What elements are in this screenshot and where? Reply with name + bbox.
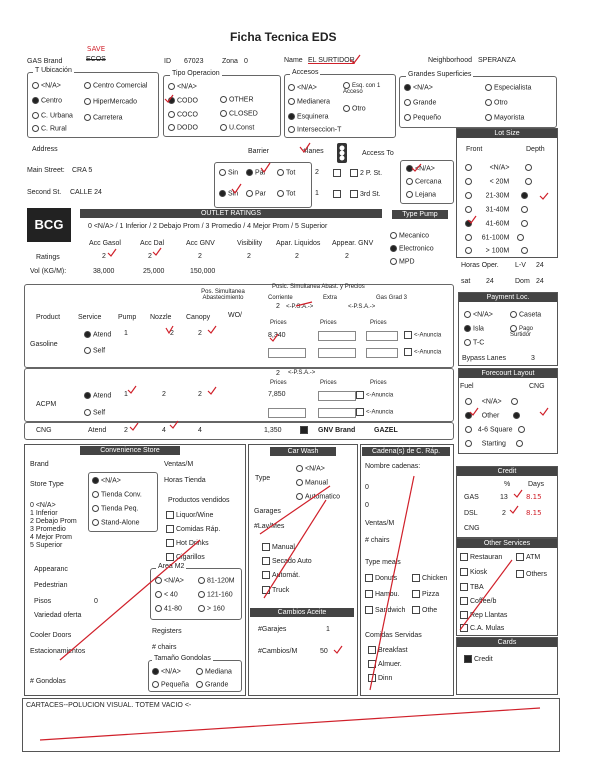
svc-tba[interactable]: TBA bbox=[460, 583, 484, 591]
area-label: Area M2 bbox=[158, 563, 185, 570]
col-appear-gnv: Appear. GNV bbox=[332, 240, 374, 247]
extra-header: Extra bbox=[323, 295, 338, 301]
lot-100[interactable]: > 100M bbox=[465, 247, 530, 254]
barrier-row2-sin[interactable]: Sin bbox=[219, 190, 238, 197]
cadena-val2: 0 bbox=[365, 502, 369, 509]
conv-horas-tienda: Horas Tienda bbox=[164, 477, 206, 484]
gasoline-label: Gasoline bbox=[30, 341, 58, 348]
t-ubicacion-na[interactable]: <N/A> bbox=[32, 82, 61, 89]
barrier-row2-tot[interactable]: Tot bbox=[277, 190, 295, 197]
area-40[interactable]: < 40 bbox=[155, 591, 178, 598]
neighborhood-label: Neighborhood bbox=[428, 57, 472, 64]
tipo-op-uconst[interactable]: U.Const bbox=[220, 124, 254, 131]
conv-scale: 0 <N/A> 1 Inferior 2 Debajo Prom 3 Promedio 4 Mejor Prom 5 Superior bbox=[30, 502, 77, 549]
lv-label: L-V bbox=[515, 262, 526, 269]
lot-20[interactable]: < 20M bbox=[465, 178, 534, 185]
gas-corriente-psa-value: 2 bbox=[276, 303, 280, 310]
meal-chicken[interactable]: Chicken bbox=[412, 574, 447, 582]
payment-isla[interactable]: Isla bbox=[464, 325, 484, 332]
lanes-row1: 2 bbox=[315, 169, 319, 176]
barrier-row1-sin[interactable]: Sin bbox=[219, 169, 238, 176]
col-acc-gasol: Acc Gasol bbox=[89, 240, 121, 247]
gas-nozzle: 2 bbox=[170, 330, 174, 337]
gas-self: Self bbox=[84, 347, 105, 354]
convenience-title: Convenience Store bbox=[80, 446, 180, 455]
area-81-120[interactable]: 81-120M bbox=[198, 577, 235, 584]
registers-label: Registers bbox=[152, 628, 182, 635]
bypass-label: Bypass Lanes bbox=[462, 355, 506, 362]
pump-mecanico[interactable]: Mecanico bbox=[390, 232, 429, 239]
cng-pump: 2 bbox=[124, 427, 128, 434]
svc-kiosk[interactable]: Kiosk bbox=[460, 568, 487, 576]
gs-especialista[interactable]: Especialista bbox=[485, 84, 531, 91]
acpm-prices-1: Prices bbox=[270, 380, 287, 386]
grandes-superficies-title: Grandes Superficies bbox=[408, 71, 472, 78]
credit-dsl-days: 8.15 bbox=[526, 509, 542, 517]
rating-apar-liquidos: 2 bbox=[295, 253, 299, 260]
t-ubicacion-urbana[interactable]: C. Urbana bbox=[32, 112, 73, 119]
serv-breakfast[interactable]: Breakfast bbox=[368, 646, 408, 654]
accesos-na[interactable]: <N/A> bbox=[288, 84, 317, 91]
gs-otro[interactable]: Otro bbox=[485, 99, 508, 106]
col-wo: WO/ bbox=[228, 312, 242, 319]
lot-depth-label: Depth bbox=[526, 146, 545, 153]
store-conv[interactable]: Tienda Conv. bbox=[92, 491, 142, 498]
cw-type-na[interactable]: <N/A> bbox=[296, 465, 325, 472]
tamano-mediana[interactable]: Mediana bbox=[196, 668, 232, 675]
t-ubicacion-title: T Ubicación bbox=[35, 67, 72, 74]
col-acc-dal: Acc Dal bbox=[140, 240, 165, 247]
type-meals-label: Type meals bbox=[365, 559, 401, 566]
estacionamientos-label: Estacionamientos bbox=[30, 648, 86, 655]
psa-corriente: <-P.S.A.-> bbox=[286, 304, 314, 310]
cng-label: CNG bbox=[36, 427, 52, 434]
pump-electronico[interactable]: Electronico bbox=[390, 245, 434, 252]
lot-41-60[interactable]: 41-60M bbox=[465, 220, 530, 227]
access-cercana[interactable]: Cercana bbox=[406, 178, 441, 185]
id-value: 67023 bbox=[184, 58, 204, 65]
other-services-title: Other Services bbox=[457, 539, 557, 548]
col-pump: Pump bbox=[118, 314, 137, 321]
main-street-value: CRA 5 bbox=[72, 167, 93, 174]
barrier-row1-tot[interactable]: Tot bbox=[277, 169, 295, 176]
lot-size-title: Lot Size bbox=[457, 129, 557, 138]
accesos-title: Accesos bbox=[292, 69, 319, 76]
neighborhood-value: SPERANZA bbox=[478, 57, 516, 64]
access-to-label: Access To bbox=[362, 150, 394, 157]
lav-mes-label: #Lav/Mes bbox=[254, 523, 285, 530]
cw-automat[interactable]: Automát. bbox=[262, 571, 300, 579]
acpm-nozzle: 2 bbox=[162, 391, 166, 398]
gas-brand-value: ECOS bbox=[86, 56, 106, 63]
gondolas-label: # Gondolas bbox=[30, 678, 66, 685]
rating-appear-gnv: 2 bbox=[345, 253, 349, 260]
sat-value: 24 bbox=[486, 278, 494, 285]
t-ubicacion-centro[interactable]: Centro bbox=[32, 97, 62, 104]
credit-gas-pct: 13 bbox=[500, 494, 508, 501]
dom-label: Dom bbox=[515, 278, 530, 285]
name-value: EL SURTIDOR bbox=[308, 57, 355, 64]
gas-anuncia-2[interactable]: <-Anuncia bbox=[404, 348, 441, 356]
cadena-chairs-label: # chairs bbox=[365, 537, 390, 544]
bypass-value: 3 bbox=[531, 355, 535, 362]
outlet-ratings-title: OUTLET RATINGS bbox=[80, 209, 382, 218]
pisos-value: 0 bbox=[94, 598, 98, 605]
cadena-val1: 0 bbox=[365, 484, 369, 491]
t-ubicacion-rural[interactable]: C. Rural bbox=[32, 125, 67, 132]
svc-atm[interactable]: ATM bbox=[516, 553, 540, 561]
lanes-row2: 1 bbox=[315, 190, 319, 197]
rating-acc-gasol: 2 bbox=[102, 253, 106, 260]
store-peq[interactable]: Tienda Peq. bbox=[92, 505, 139, 512]
pedestrian-label: Pedestrian bbox=[34, 582, 68, 589]
cambios-label: #Cambios/M bbox=[258, 648, 298, 655]
comidas-servidas-label: Comidas Servidas bbox=[365, 632, 422, 639]
payment-caseta[interactable]: Caseta bbox=[510, 311, 541, 318]
vol-1: 38,000 bbox=[93, 268, 115, 275]
forecourt-na[interactable]: <N/A> bbox=[465, 398, 520, 405]
accesos-medianera[interactable]: Medianera bbox=[288, 98, 330, 105]
zona-value: 0 bbox=[244, 58, 248, 65]
serv-almuerzo[interactable]: Almuer. bbox=[368, 660, 402, 668]
accesos-otro[interactable]: Otro bbox=[343, 105, 366, 112]
acpm-prices-3: Prices bbox=[370, 380, 387, 386]
serv-dinner[interactable]: Dinn bbox=[368, 674, 392, 682]
num-garajes-value: 1 bbox=[326, 626, 330, 633]
tipo-op-na[interactable]: <N/A> bbox=[168, 83, 197, 90]
col-nozzle: Nozzle bbox=[150, 314, 172, 321]
lot-31-40[interactable]: 31-40M bbox=[465, 206, 530, 213]
type-pump-title: Type Pump bbox=[392, 210, 448, 219]
posic-simultanea-header: Posic. Simultanea Abast. y Precios bbox=[272, 284, 365, 290]
tipo-op-coco[interactable]: COCO bbox=[168, 111, 198, 118]
nombre-cadenas-label: Nombre cadenas: bbox=[365, 463, 421, 470]
payment-title: Payment Loc. bbox=[459, 293, 557, 302]
t-ubicacion-carretera[interactable]: Carretera bbox=[84, 114, 123, 121]
prod-hot-drinks[interactable]: Hot Drinks bbox=[166, 539, 209, 547]
payment-surtidor[interactable]: Pago Surtidor bbox=[510, 326, 534, 339]
second-st-label: Second St. bbox=[27, 189, 62, 196]
tipo-op-other[interactable]: OTHER bbox=[220, 96, 254, 103]
pos-simultanea-header: Pos. Simultanea Abastecimiento bbox=[201, 289, 245, 301]
area-41-80[interactable]: 41-80 bbox=[155, 605, 182, 612]
tipo-op-codo[interactable]: CODO bbox=[168, 97, 198, 104]
area-121-160[interactable]: 121-160 bbox=[198, 591, 233, 598]
gas-prices-label-3: Prices bbox=[370, 320, 387, 326]
rating-acc-dal: 2 bbox=[148, 253, 152, 260]
gas-atend: Atend bbox=[84, 331, 111, 338]
ratings-label: Ratings bbox=[36, 254, 60, 261]
lot-21-30[interactable]: 21-30M bbox=[465, 192, 530, 199]
acpm-self: Self bbox=[84, 409, 105, 416]
cw-type-manual[interactable]: Manual bbox=[296, 479, 328, 486]
cards-title: Cards bbox=[457, 638, 557, 647]
barrier-row1-par[interactable]: Par bbox=[246, 169, 266, 176]
svc-others[interactable]: Others bbox=[516, 570, 547, 578]
acpm-anuncia-1[interactable]: <-Anuncia bbox=[356, 391, 393, 399]
gnv-brand-value: GAZEL bbox=[374, 427, 398, 434]
vol-label: Vol (KG/M): bbox=[30, 268, 67, 275]
rating-visibility: 2 bbox=[247, 253, 251, 260]
tipo-op-closed[interactable]: CLOSED bbox=[220, 110, 258, 117]
access-lejana[interactable]: Lejana bbox=[406, 191, 436, 198]
address-label: Address bbox=[32, 146, 58, 153]
second-st-value: CALLE 24 bbox=[70, 189, 102, 196]
gs-grande[interactable]: Grande bbox=[404, 99, 436, 106]
vol-2: 25,000 bbox=[143, 268, 165, 275]
rating-acc-gnv: 2 bbox=[198, 253, 202, 260]
credit-dsl-pct: 2 bbox=[502, 510, 506, 517]
pump-mpd[interactable]: MPD bbox=[390, 258, 415, 265]
cooler-doors-label: Cooler Doors bbox=[30, 632, 72, 639]
corriente-header: Corriente bbox=[268, 295, 293, 301]
car-wash-type-label: Type bbox=[255, 475, 271, 482]
forecourt-square[interactable]: 4-6 Square bbox=[465, 426, 527, 433]
store-na[interactable]: <N/A> bbox=[92, 477, 121, 484]
forecourt-cng-label: CNG bbox=[529, 383, 545, 390]
dom-value: 24 bbox=[536, 278, 544, 285]
lot-61-100[interactable]: 61-100M bbox=[465, 234, 526, 241]
area-na[interactable]: <N/A> bbox=[155, 577, 184, 584]
tipo-operacion-title: Tipo Operacion bbox=[172, 70, 220, 77]
gs-mayorista[interactable]: Mayorista bbox=[485, 114, 524, 121]
pisos-label: Pisos bbox=[34, 598, 52, 605]
accesos-esquinera[interactable]: Esquinera bbox=[288, 113, 329, 120]
productos-label: Productos vendidos bbox=[168, 497, 230, 504]
main-street-label: Main Street: bbox=[27, 167, 65, 174]
svc-ca-mulas[interactable]: C.A. Mulas bbox=[460, 624, 504, 632]
gas-anuncia-1[interactable]: <-Anuncia bbox=[404, 331, 441, 339]
tamano-grande[interactable]: Grande bbox=[196, 681, 228, 688]
tipo-op-dodo[interactable]: DODO bbox=[168, 124, 198, 131]
id-label: ID bbox=[164, 58, 171, 65]
lanes-label: #lanes bbox=[303, 148, 324, 155]
variedad-label: Variedad oferta bbox=[34, 612, 82, 619]
acpm-label: ACPM bbox=[36, 401, 57, 408]
cambios-aceite-title: Cambios Aceite bbox=[250, 608, 354, 617]
area-160[interactable]: > 160 bbox=[198, 605, 225, 612]
cambios-value: 50 bbox=[320, 648, 328, 655]
cw-manual[interactable]: Manual bbox=[262, 543, 295, 551]
cw-secado[interactable]: Secado Auto bbox=[262, 557, 312, 565]
forecourt-fuel-label: Fuel bbox=[460, 383, 474, 390]
payment-na[interactable]: <N/A> bbox=[464, 311, 493, 318]
acpm-prices-2: Prices bbox=[320, 380, 337, 386]
gas-price: 8,340 bbox=[268, 332, 286, 339]
cadena-ventas-label: Ventas/M bbox=[365, 520, 395, 527]
barrier-row2-par[interactable]: Par bbox=[246, 190, 266, 197]
conv-chairs-label: # chairs bbox=[152, 644, 177, 651]
accesos-interseccion[interactable]: Interseccion-T bbox=[288, 126, 341, 133]
acpm-canopy: 2 bbox=[198, 391, 202, 398]
meal-pizza[interactable]: Pizza bbox=[412, 590, 439, 598]
accesos-esq-1[interactable]: Esq. con 1 Acceso bbox=[343, 83, 381, 96]
svc-restaurante[interactable]: Restauran bbox=[460, 553, 502, 561]
gnv-brand-label: GNV Brand bbox=[318, 427, 356, 434]
appearance-label: Appearanc bbox=[34, 566, 68, 573]
acpm-pump: 1 bbox=[124, 391, 128, 398]
horas-label: Horas Oper. bbox=[461, 262, 499, 269]
lot-front-label: Front bbox=[466, 146, 483, 153]
store-standalone[interactable]: Stand-Alone bbox=[92, 519, 140, 526]
acpm-psa-value: 2 bbox=[276, 370, 280, 377]
car-wash-title: Car Wash bbox=[270, 447, 336, 456]
forecourt-title: Forecourt Layout bbox=[459, 369, 557, 378]
cards-credit[interactable]: Credit bbox=[464, 655, 493, 663]
store-type-label: Store Type bbox=[30, 481, 64, 488]
acpm-anuncia-2[interactable]: <-Anuncia bbox=[356, 408, 393, 416]
svc-coffee[interactable]: Coffee/b bbox=[460, 597, 496, 605]
lv-value: 24 bbox=[536, 262, 544, 269]
gs-pequeno[interactable]: Pequeño bbox=[404, 114, 441, 121]
gas-grad-header: Gas Grad 3 bbox=[376, 295, 408, 301]
credit-gas-days: 8.15 bbox=[526, 493, 542, 501]
credit-cng-label: CNG bbox=[464, 525, 480, 532]
col-service: Service bbox=[78, 314, 102, 321]
access-na[interactable]: <N/A> bbox=[406, 165, 435, 172]
meal-hambu[interactable]: Hambu. bbox=[365, 590, 400, 598]
p-st-label: 2 P. St. bbox=[350, 169, 382, 177]
vol-3: 150,000 bbox=[190, 268, 216, 275]
psa-extra: <-P.S.A.-> bbox=[348, 304, 376, 310]
lot-na[interactable]: <N/A> bbox=[465, 164, 534, 171]
acpm-atend: Atend bbox=[84, 392, 111, 399]
col-visibility: Visibility bbox=[237, 240, 263, 247]
conv-ventas-label: Ventas/M bbox=[164, 461, 194, 468]
meal-sandwich[interactable]: Sandwich bbox=[365, 606, 405, 614]
acpm-psa: <-P.S.A.-> bbox=[288, 370, 316, 376]
gas-brand-label: GAS Brand bbox=[27, 58, 63, 65]
credit-dsl-label: DSL bbox=[464, 510, 478, 517]
meal-donuts[interactable]: Donuts bbox=[365, 574, 397, 582]
t-ubicacion-comercial[interactable]: Centro Comercial bbox=[84, 82, 147, 89]
meal-other[interactable]: Othe bbox=[412, 606, 437, 614]
third-st-label: 3rd St. bbox=[350, 190, 381, 198]
bcg-logo: BCG bbox=[27, 208, 71, 242]
barrier-label: Barrier bbox=[248, 148, 270, 155]
sat-label: sat bbox=[461, 278, 471, 285]
credit-days-label: Days bbox=[528, 481, 544, 488]
payment-tc[interactable]: T-C bbox=[464, 339, 484, 346]
credit-pct-label: % bbox=[504, 481, 511, 488]
cng-nozzle: 4 bbox=[162, 427, 166, 434]
tamano-na[interactable]: <N/A> bbox=[152, 668, 181, 675]
tamano-pequena[interactable]: Pequeña bbox=[152, 681, 189, 688]
t-ubicacion-hiper[interactable]: HiperMercado bbox=[84, 98, 137, 105]
name-label: Name bbox=[284, 57, 303, 64]
acpm-price: 7,850 bbox=[268, 391, 286, 398]
garages-label: Garages bbox=[254, 508, 281, 515]
col-apar-liquidos: Apar. Liquidos bbox=[276, 240, 321, 247]
credit-gas-label: GAS bbox=[464, 494, 479, 501]
credit-title: Credit bbox=[457, 467, 557, 476]
gas-pump: 1 bbox=[124, 330, 128, 337]
cw-truck[interactable]: Truck bbox=[262, 586, 289, 594]
remarks-text: CARTACES--POLUCION VISUAL. TOTEM VACIO <- bbox=[26, 702, 192, 709]
col-canopy: Canopy bbox=[186, 314, 211, 321]
gas-prices-label-1: Prices bbox=[270, 320, 287, 326]
cng-canopy: 4 bbox=[198, 427, 202, 434]
page-title: Ficha Tecnica EDS bbox=[230, 30, 337, 44]
conv-brand-label: Brand bbox=[30, 461, 49, 468]
gas-brand-handwritten: SAVE bbox=[87, 45, 106, 53]
outlet-scale: 0 <N/A> / 1 Inferior / 2 Debajo Prom / 3 Promedio / 4 Mejor Prom / 5 Superior bbox=[88, 223, 328, 230]
forecourt-starting[interactable]: Starting bbox=[465, 440, 525, 447]
gs-na[interactable]: <N/A> bbox=[404, 84, 433, 91]
cng-atend: Atend bbox=[88, 427, 107, 434]
svc-rep-llantas[interactable]: Rep Llantas bbox=[460, 611, 507, 619]
prod-comidas[interactable]: Comidas Ráp. bbox=[166, 525, 220, 533]
zona-label: Zona bbox=[222, 58, 238, 65]
prod-liquor[interactable]: Liquor/Wine bbox=[166, 511, 213, 519]
cadena-title: Cadena(s) de C. Ráp. bbox=[362, 447, 450, 456]
gas-canopy: 2 bbox=[198, 330, 202, 337]
col-acc-gnv: Acc GNV bbox=[186, 240, 215, 247]
cw-type-auto[interactable]: Automatico bbox=[296, 493, 340, 500]
tamano-label: Tamaño Gondolas bbox=[154, 655, 211, 662]
cng-price: 1,350 bbox=[264, 427, 282, 434]
col-product: Product bbox=[36, 314, 61, 321]
forecourt-other[interactable]: Other bbox=[465, 412, 522, 419]
num-garajes-label: #Garajes bbox=[258, 626, 287, 633]
gas-prices-label-2: Prices bbox=[320, 320, 337, 326]
prod-cigarillos[interactable]: Cigarillos bbox=[166, 553, 205, 561]
